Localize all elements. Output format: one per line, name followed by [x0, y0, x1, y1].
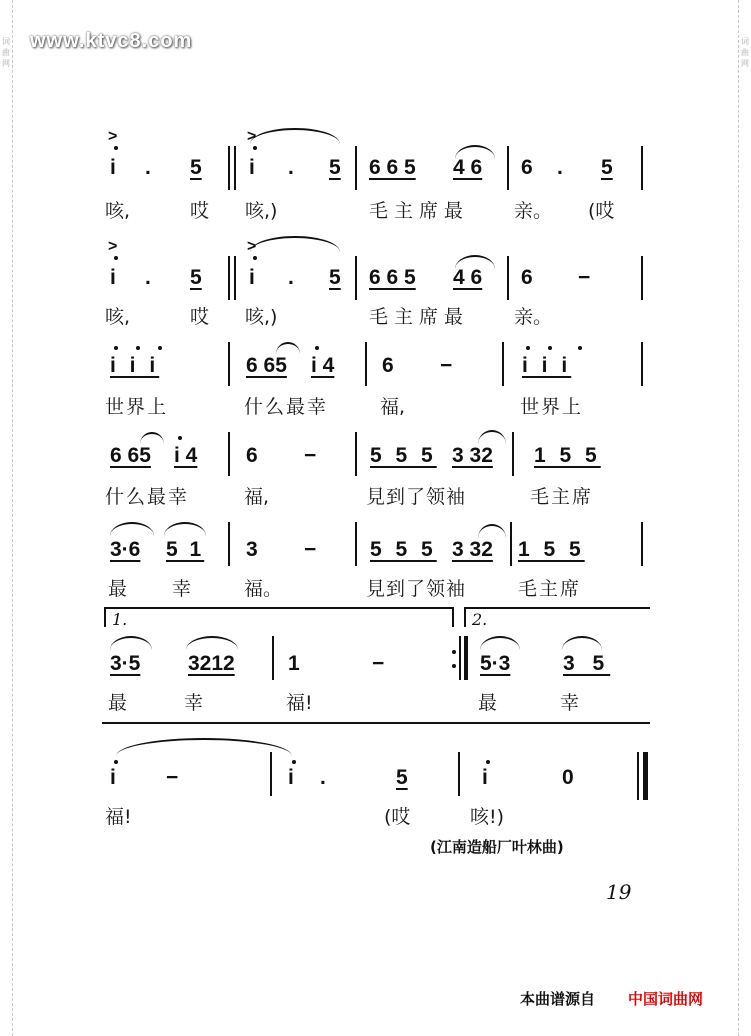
octave-dot	[178, 436, 182, 440]
accent-mark: >	[108, 238, 118, 255]
lyric: 福。	[244, 578, 283, 600]
volta-bracket-1-end	[452, 607, 454, 627]
right-margin-strip	[738, 0, 751, 1036]
note-group: 3 32	[452, 444, 493, 467]
note: 6	[382, 354, 394, 377]
lyric: 世界上	[105, 396, 169, 418]
slur	[110, 522, 154, 536]
repeat-barline-thick	[464, 636, 468, 680]
slur	[250, 236, 340, 252]
octave-dot	[578, 346, 582, 350]
side-watermark: 词曲网	[2, 37, 10, 68]
note: i	[110, 266, 116, 289]
lyric: 咳!)	[470, 806, 505, 828]
barline	[272, 636, 274, 680]
note-group: 5 5 5	[370, 444, 437, 467]
note-group: i 4	[174, 444, 198, 467]
barline	[228, 432, 230, 476]
note-group: 4 6	[453, 266, 483, 289]
barline	[365, 342, 367, 386]
note-group: 3·6	[110, 538, 141, 561]
final-barline	[637, 752, 639, 800]
note: 5	[190, 156, 202, 179]
slur	[562, 636, 602, 650]
barline	[228, 256, 230, 300]
note: 5	[190, 266, 202, 289]
octave-dot	[114, 146, 118, 150]
note: i	[110, 156, 116, 179]
lyric: 毛主席	[530, 486, 594, 508]
note-group: 3 32	[452, 538, 493, 561]
repeat-dot	[452, 664, 456, 668]
slur	[276, 342, 300, 354]
lyric: 福,	[244, 486, 270, 508]
octave-dot	[292, 760, 296, 764]
separator-line	[102, 722, 650, 724]
dash: −	[578, 266, 591, 289]
note: 6	[246, 444, 258, 467]
lyric: 咳,	[105, 200, 131, 222]
octave-dot	[486, 760, 490, 764]
lyric: 什么最幸	[244, 396, 329, 418]
note: 3	[246, 538, 258, 561]
note-group: 1 5 5	[518, 538, 585, 561]
octave-dot	[158, 346, 162, 350]
lyric: (哎	[588, 200, 615, 222]
barline	[507, 146, 509, 190]
volta-bracket-1	[104, 607, 454, 609]
slur	[480, 636, 520, 650]
note: .	[288, 156, 294, 179]
barline	[234, 146, 236, 190]
lyric: 福!	[286, 692, 313, 714]
dash: −	[440, 354, 453, 377]
note: .	[320, 766, 326, 789]
octave-dot	[114, 760, 118, 764]
octave-dot	[114, 346, 118, 350]
octave-dot	[526, 346, 530, 350]
note: i	[288, 766, 294, 789]
barline	[355, 146, 357, 190]
lyric: 福,	[380, 396, 406, 418]
barline	[458, 752, 460, 796]
accent-mark: >	[247, 238, 257, 255]
lyric: 最	[108, 692, 128, 714]
barline	[641, 522, 643, 566]
lyric: 咳,)	[245, 306, 278, 328]
barline	[502, 342, 504, 386]
barline	[355, 522, 357, 566]
barline	[507, 256, 509, 300]
note-group: 3212	[188, 652, 235, 675]
note: 6	[521, 266, 533, 289]
lyric: 幸	[172, 578, 192, 600]
side-watermark: 词曲网	[741, 37, 749, 68]
octave-dot	[548, 346, 552, 350]
note: .	[557, 156, 563, 179]
note-group: 5·3	[480, 652, 511, 675]
note: 1	[288, 652, 300, 675]
lyric: 幸	[184, 692, 204, 714]
lyric: 哎	[190, 306, 210, 328]
tie	[116, 738, 292, 756]
barline	[228, 522, 230, 566]
note: i	[110, 766, 116, 789]
lyric: 毛主席	[518, 578, 582, 600]
note-group: 6 6 5	[369, 266, 416, 289]
volta-bracket-1-end	[104, 607, 106, 627]
note: .	[145, 266, 151, 289]
note-group: i 4	[311, 354, 335, 377]
note: .	[288, 266, 294, 289]
note: 5	[396, 766, 408, 789]
note-group: i i i	[110, 354, 160, 377]
site-watermark: www.ktvc8.com	[30, 30, 193, 52]
note: i	[249, 266, 255, 289]
dash: −	[304, 538, 317, 561]
note-group: 3·5	[110, 652, 141, 675]
lyric: 亲。	[514, 306, 553, 328]
note: 5	[329, 156, 341, 179]
composer-credit: (江南造船厂叶林曲)	[430, 838, 564, 856]
lyric: 見到了领袖	[366, 486, 467, 508]
barline	[234, 256, 236, 300]
slur	[250, 128, 340, 144]
page-number: 19	[606, 880, 632, 904]
note: 6	[521, 156, 533, 179]
volta-number-1: 1.	[112, 610, 128, 629]
octave-dot	[253, 256, 257, 260]
source-site-link[interactable]: 中国词曲网	[628, 990, 704, 1008]
left-margin-strip	[0, 0, 13, 1036]
volta-bracket-2	[464, 607, 650, 609]
accent-mark: >	[108, 128, 118, 145]
octave-dot	[114, 256, 118, 260]
repeat-dot	[452, 650, 456, 654]
volta-bracket-2-end	[464, 607, 466, 627]
lyric: 亲。	[514, 200, 553, 222]
octave-dot	[136, 346, 140, 350]
lyric: 世界上	[520, 396, 584, 418]
lyric: 哎	[190, 200, 210, 222]
barline	[641, 256, 643, 300]
lyric: 咳,)	[245, 200, 278, 222]
slur	[478, 430, 506, 444]
barline	[510, 522, 512, 566]
accent-mark: >	[247, 128, 257, 145]
lyric: 幸	[560, 692, 580, 714]
note-group: 1 5 5	[534, 444, 601, 467]
dash: −	[372, 652, 385, 675]
slur	[186, 636, 238, 650]
barline	[228, 146, 230, 190]
octave-dot	[253, 146, 257, 150]
note-group: 6 65	[246, 354, 287, 377]
note-group: 5 1	[166, 538, 205, 561]
note: .	[145, 156, 151, 179]
final-barline-thick	[643, 752, 648, 800]
lyric: 最	[478, 692, 498, 714]
note: i	[249, 156, 255, 179]
note-group: 5 5 5	[370, 538, 437, 561]
dash: −	[304, 444, 317, 467]
note: 5	[329, 266, 341, 289]
note: 5	[601, 156, 613, 179]
lyric: 什么最幸	[105, 486, 190, 508]
slur	[140, 432, 164, 444]
note-group: 3 5	[563, 652, 611, 675]
barline	[641, 146, 643, 190]
note-group: 4 6	[453, 156, 483, 179]
slur	[478, 524, 506, 538]
barline	[355, 256, 357, 300]
note-group: 6 65	[110, 444, 151, 467]
note-group: i i i	[522, 354, 572, 377]
dash: −	[166, 766, 179, 789]
source-label: 本曲谱源自	[520, 990, 596, 1008]
lyric: 毛主席最	[369, 200, 470, 222]
barline	[355, 432, 357, 476]
note: i	[482, 766, 488, 789]
note: 0	[562, 766, 574, 789]
lyric: 最	[108, 578, 128, 600]
barline	[228, 342, 230, 386]
slur	[110, 636, 152, 650]
barline	[270, 752, 272, 796]
lyric: 毛主席最	[369, 306, 470, 328]
barline	[512, 432, 514, 476]
octave-dot	[315, 346, 319, 350]
volta-number-2: 2.	[472, 610, 488, 629]
slur	[164, 522, 206, 536]
lyric: 見到了领袖	[366, 578, 467, 600]
note-group: 6 6 5	[369, 156, 416, 179]
lyric: (哎	[384, 806, 411, 828]
barline	[641, 342, 643, 386]
lyric: 咳,	[105, 306, 131, 328]
lyric: 福!	[105, 806, 132, 828]
repeat-barline	[459, 636, 461, 680]
